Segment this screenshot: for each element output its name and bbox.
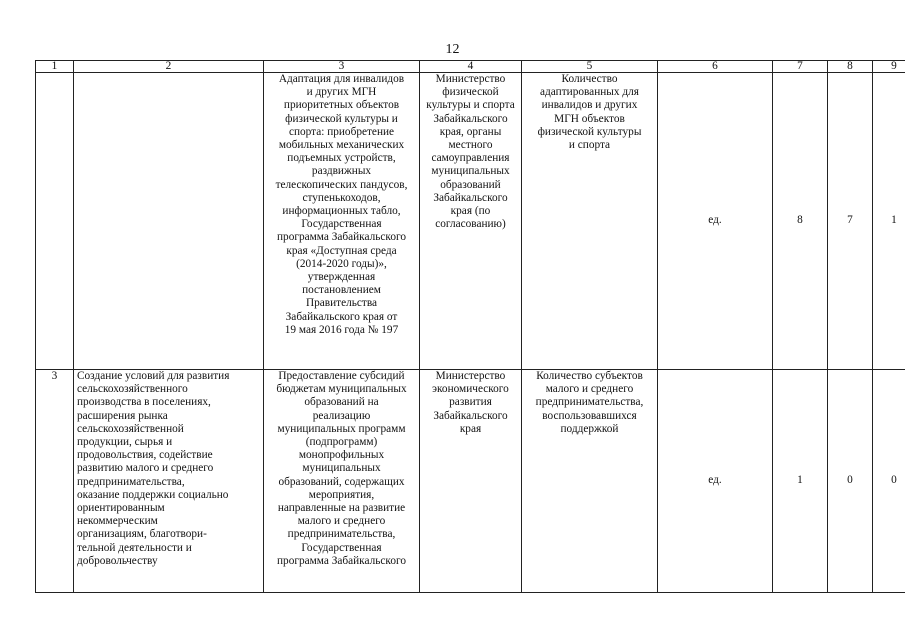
row-number: 3 <box>51 370 58 382</box>
header-cell-7: 7 <box>773 61 828 73</box>
header-cell-2: 2 <box>74 61 264 73</box>
measure-cell <box>264 73 420 370</box>
executor-text: Министерство экономического развития Забайкальского края <box>432 370 509 435</box>
executor-cell <box>420 73 522 370</box>
task-cell <box>74 73 264 370</box>
table-row <box>36 73 905 370</box>
header-cell-5: 5 <box>522 61 658 73</box>
value-col8: 0 <box>828 370 873 593</box>
indicator-cell <box>522 370 658 593</box>
measure-text: Адаптация для инвалидов и других МГН приоритетных объектов физической культуры и спорта: приобретение мобильных механических подъемных устройств, раздвижных телескопических пандусов, ступенькоходов, информационных табло, Государственная программа Забайкальского края «Доступная среда (2014-2020 годы)», утвержденная постановлением Правительства Забайкальского края от 19 мая 2016 года № 197 <box>275 73 408 336</box>
indicator-cell <box>522 73 658 370</box>
page-number: 12 <box>445 42 460 57</box>
value-col7: 8 <box>773 73 828 370</box>
header-cell-8: 8 <box>828 61 873 73</box>
task-text: Создание условий для развития сельскохозяйственного производства в поселениях, расширения рынка сельскохозяйственной продукции, сырья и продовольствия, содействие развитию малого и среднего предпринимательства, оказание поддержки социально ориентированным некоммерческим организациям, благотвори- тельной деятельности и добровольчеству <box>77 370 230 567</box>
table-row <box>36 370 905 593</box>
row-number-cell <box>36 73 74 370</box>
executor-text: Министерство физической культуры и спорта Забайкальского края, органы местного самоуправления муниципальных образований Забайкальского края (по согласованию) <box>426 73 515 231</box>
value-col8: 7 <box>828 73 873 370</box>
header-cell-1: 1 <box>36 61 74 73</box>
header-cell-4: 4 <box>420 61 522 73</box>
unit-cell: ед. <box>658 73 773 370</box>
indicator-text: Количество субъектов малого и среднего предпринимательства, воспользовавшихся поддержкой <box>535 370 644 435</box>
indicator-text: Количество адаптированных для инвалидов и других МГН объектов физической культуры и спорта <box>537 73 642 152</box>
header-cell-6: 6 <box>658 61 773 73</box>
program-table <box>35 60 905 593</box>
value-col7: 1 <box>773 370 828 593</box>
value-col9: 0 <box>873 370 905 593</box>
task-cell <box>74 370 264 593</box>
measure-cell <box>264 370 420 593</box>
measure-text: Предоставление субсидий бюджетам муниципальных образований на реализацию муниципальных программ (подпрограмм) монопрофильных муниципальных образований, содержащих мероприятия, направленные на развитие малого и среднего предпринимательства, Государственная программа Забайкальского <box>276 370 407 567</box>
unit-cell: ед. <box>658 370 773 593</box>
header-cell-3: 3 <box>264 61 420 73</box>
column-number-row <box>36 61 905 73</box>
value-col9: 1 <box>873 73 905 370</box>
executor-cell <box>420 370 522 593</box>
header-cell-9: 9 <box>873 61 905 73</box>
row-number-cell <box>36 370 74 593</box>
